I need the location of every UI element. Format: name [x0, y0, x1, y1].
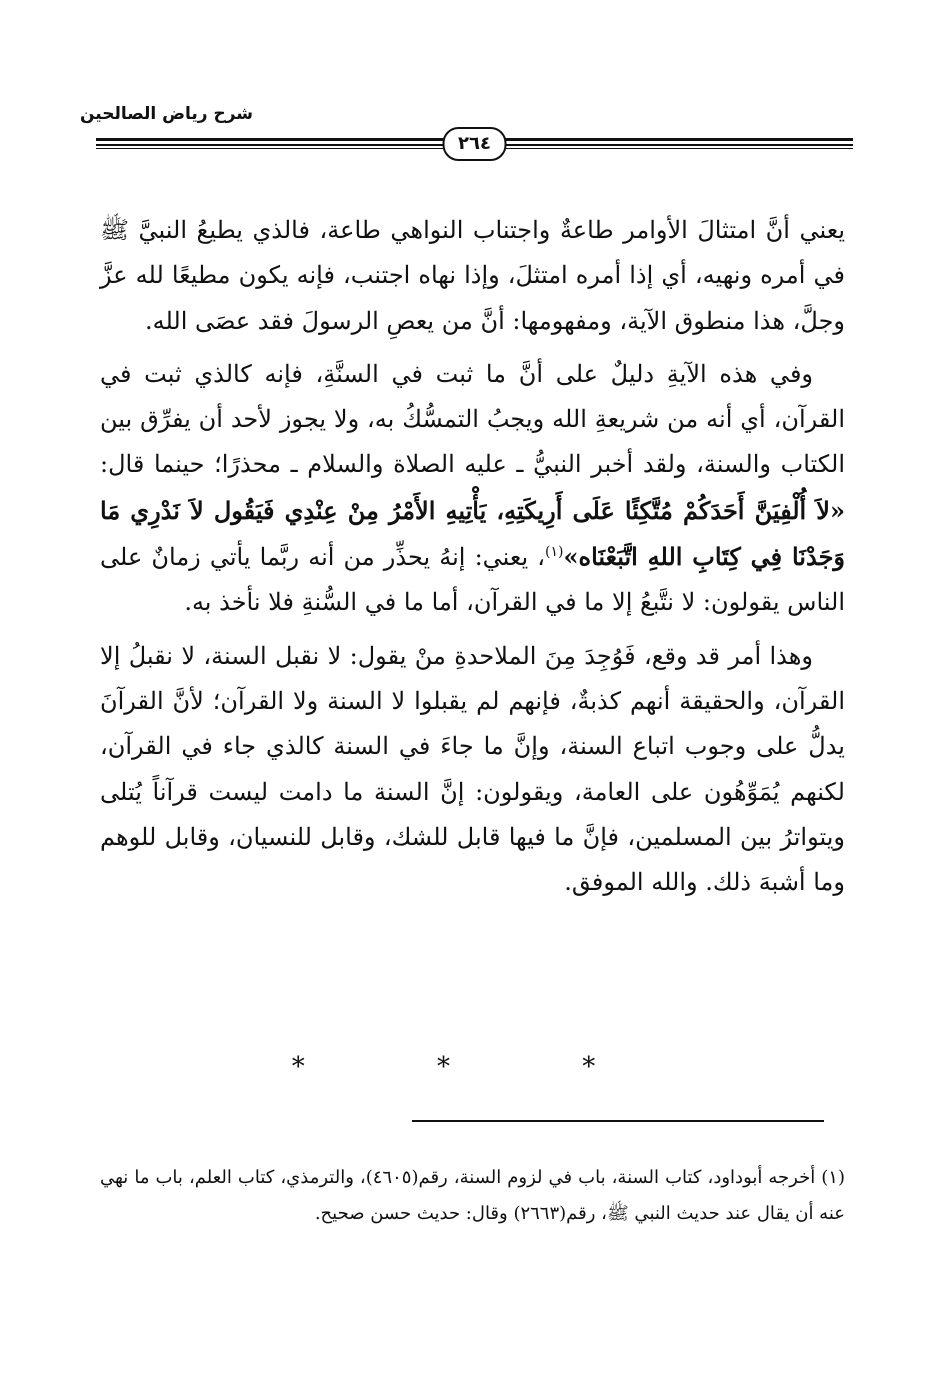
paragraph: يعني أنَّ امتثالَ الأوامر طاعةٌ واجتناب النواهي طاعة، فالذي يطيعُ النبيَّ ﷺ في أمره ونهيه، أي إذا أمره امتثلَ، وإذا نهاه اجتنب، فإنه يكون مطيعًا لله عزَّ وجلَّ، هذا منطوق الآية، ومفهومها: أنَّ من يعصِ الرسولَ فقد عصَى الله. [100, 216, 845, 335]
header-rule [96, 133, 853, 155]
section-separator: * * * [291, 1052, 658, 1082]
running-header-title: شرح رياض الصالحين [80, 104, 254, 124]
footnote: (١) أخرجه أبوداود، كتاب السنة، باب في لزوم السنة، رقم(٤٦٠٥)، والترمذي، كتاب العلم، باب ما نهي عنه أن يقال عند حديث النبي ﷺ، رقم(٢٦٦٣) وقال: حديث حسن صحيح. [100, 1167, 845, 1224]
paragraph-text: ، يعني: إنهُ يحذِّر من أنه ربَّما يأتي زمانٌ على الناس يقولون: لا نتَّبعُ إلا ما في القرآن، أما ما في السُّنةِ فلا نأخذ به. [100, 543, 845, 617]
footnote-rule [412, 1120, 824, 1122]
paragraph: وهذا أمر قد وقع، فَوُجِدَ مِنَ الملاحدةِ منْ يقول: لا نقبل السنة، لا نقبلُ إلا القرآن، والحقيقة أنهم كذبةٌ، فإنهم لم يقبلوا لا السنة ولا القرآن؛ لأنَّ القرآنَ يدلُّ على وجوب اتباع السنة، وإنَّ ما جاءَ في السنة كالذي جاء في القرآن، لكنهم يُمَوِّهُون على العامة، ويقولون: إنَّ السنة ما دامت ليست قرآناً يُتلى ويتواترُ بين المسلمين، فإنَّ ما فيها قابل للشك، وقابل للنسيان، وقابل للوهم وما أشبهَ ذلك. والله الموفق. [100, 641, 845, 897]
footnote-marker: (١) [545, 544, 564, 561]
main-text [100, 208, 845, 905]
paragraph [100, 352, 845, 626]
paragraph-text: وفي هذه الآيةِ دليلٌ على أنَّ ما ثبت في السنَّةِ، فإنه كالذي ثبت في القرآن، أي أنه من شريعةِ الله ويجبُ التمسُّكُ به، ولا يجوز لأحد أن يفرِّق بين الكتاب والسنة، ولقد أخبر النبيُّ ـ عليه الصلاة والسلام ـ محذرًا؛ حينما قال: [100, 359, 845, 479]
hadith-quote: «لاَ أُلْفِيَنَّ أَحَدَكُمْ مُتَّكِئًا عَلَى أَرِيكَتِهِ، يَأْتِيهِ الأَمْرُ مِنْ عِنْدِي فَيَقُول لاَ نَدْرِي مَا وَجَدْنَا فِي كِتَابِ اللهِ اتَّبَعْنَاه» [100, 495, 846, 572]
page-number: ٢٦٤ [442, 127, 507, 161]
